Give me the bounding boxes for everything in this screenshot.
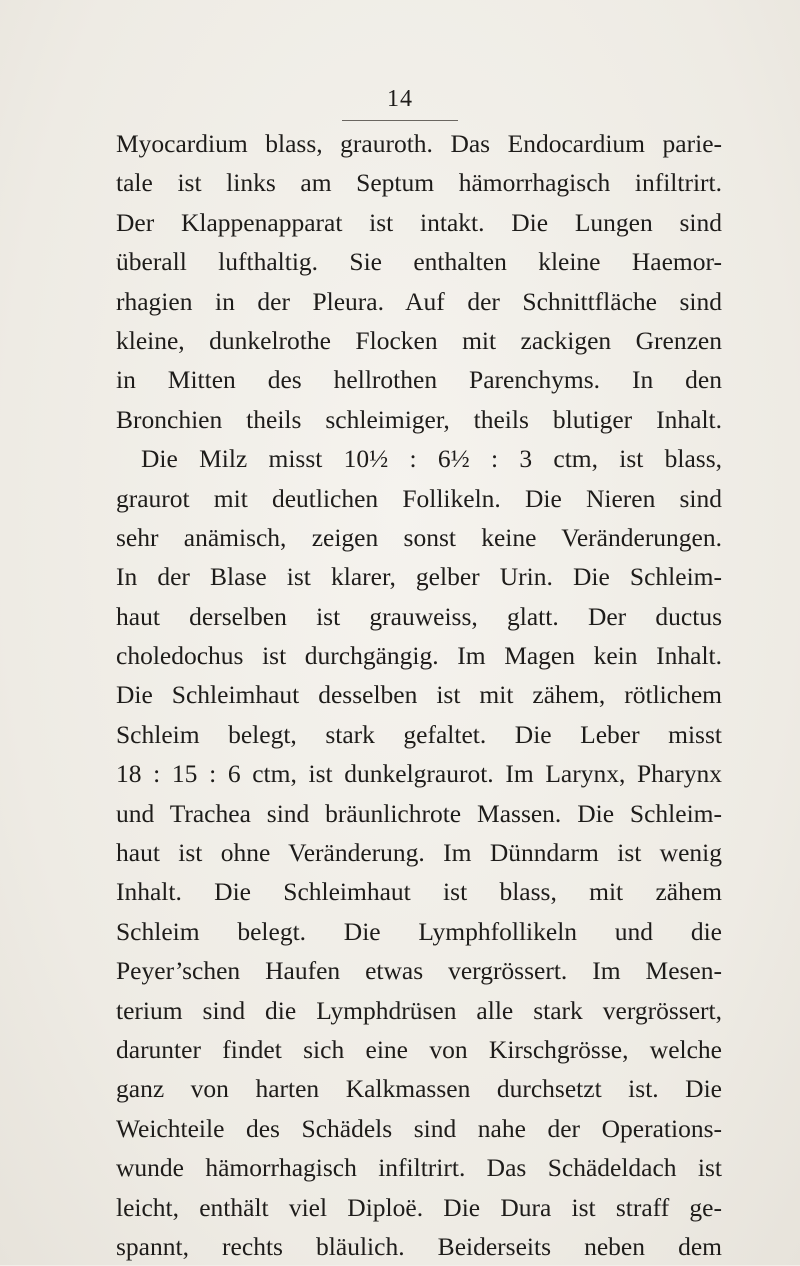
text-line: Peyer’schen Haufen etwas vergrössert. Im Mesen- (116, 956, 722, 986)
text-line: kleine, dunkelrothe Flocken mit zackigen Grenzen (116, 325, 722, 355)
text-line: darunter findet sich eine von Kirschgrösse, welche (116, 1034, 722, 1064)
text-line: Inhalt. Die Schleimhaut ist blass, mit zähem (116, 877, 722, 907)
text-line: Schleim belegt, stark gefaltet. Die Leber misst (116, 719, 722, 749)
text-line: haut ist ohne Veränderung. Im Dünndarm ist wenig (116, 838, 722, 868)
text-line: Die Schleimhaut desselben ist mit zähem, rötlichem (116, 680, 722, 710)
text-line: in Mitten des hellrothen Parenchyms. In den (116, 365, 722, 395)
text-line: wunde hämorrhagisch infiltrirt. Das Schädeldach ist (116, 1153, 722, 1183)
text-line: tale ist links am Septum hämorrhagisch infiltrirt. (116, 168, 722, 198)
text-line: leicht, enthält viel Diploë. Die Dura ist straff ge- (116, 1192, 722, 1222)
text-line: 18 : 15 : 6 ctm, ist dunkelgraurot. Im Larynx, Pharynx (116, 759, 722, 789)
text-line: ganz von harten Kalkmassen durchsetzt ist. Die (116, 1074, 722, 1104)
text-line: spannt, rechts bläulich. Beiderseits neben dem (116, 1231, 722, 1261)
body-text (116, 124, 722, 1266)
text-line: graurot mit deutlichen Follikeln. Die Nieren sind (116, 483, 722, 513)
text-line: terium sind die Lymphdrüsen alle stark vergrössert, (116, 995, 722, 1025)
page-number-rule (342, 120, 458, 121)
text-line: sehr anämisch, zeigen sonst keine Veränderungen. (116, 522, 722, 552)
text-line: Der Klappenapparat ist intakt. Die Lungen sind (116, 207, 722, 237)
text-line: haut derselben ist grauweiss, glatt. Der ductus (116, 601, 722, 631)
text-line: Schleim belegt. Die Lymphfollikeln und die (116, 916, 722, 946)
text-line: und Trachea sind bräunlichrote Massen. Die Schleim- (116, 798, 722, 828)
text-line: Weichteile des Schädels sind nahe der Operations- (116, 1113, 722, 1143)
text-line: In der Blase ist klarer, gelber Urin. Die Schleim- (116, 562, 722, 592)
page-number: 14 (387, 86, 413, 112)
text-line: Die Milz misst 10½ : 6½ : 3 ctm, ist blass, (141, 444, 722, 474)
text-line: überall lufthaltig. Sie enthalten kleine Haemor- (116, 247, 722, 277)
text-line: Myocardium blass, grauroth. Das Endocardium parie- (116, 129, 722, 158)
text-line: choledochus ist durchgängig. Im Magen kein Inhalt. (116, 641, 722, 671)
text-line: rhagien in der Pleura. Auf der Schnittfläche sind (116, 286, 722, 316)
text-line: Bronchien theils schleimiger, theils blutiger Inhalt. (116, 404, 722, 434)
